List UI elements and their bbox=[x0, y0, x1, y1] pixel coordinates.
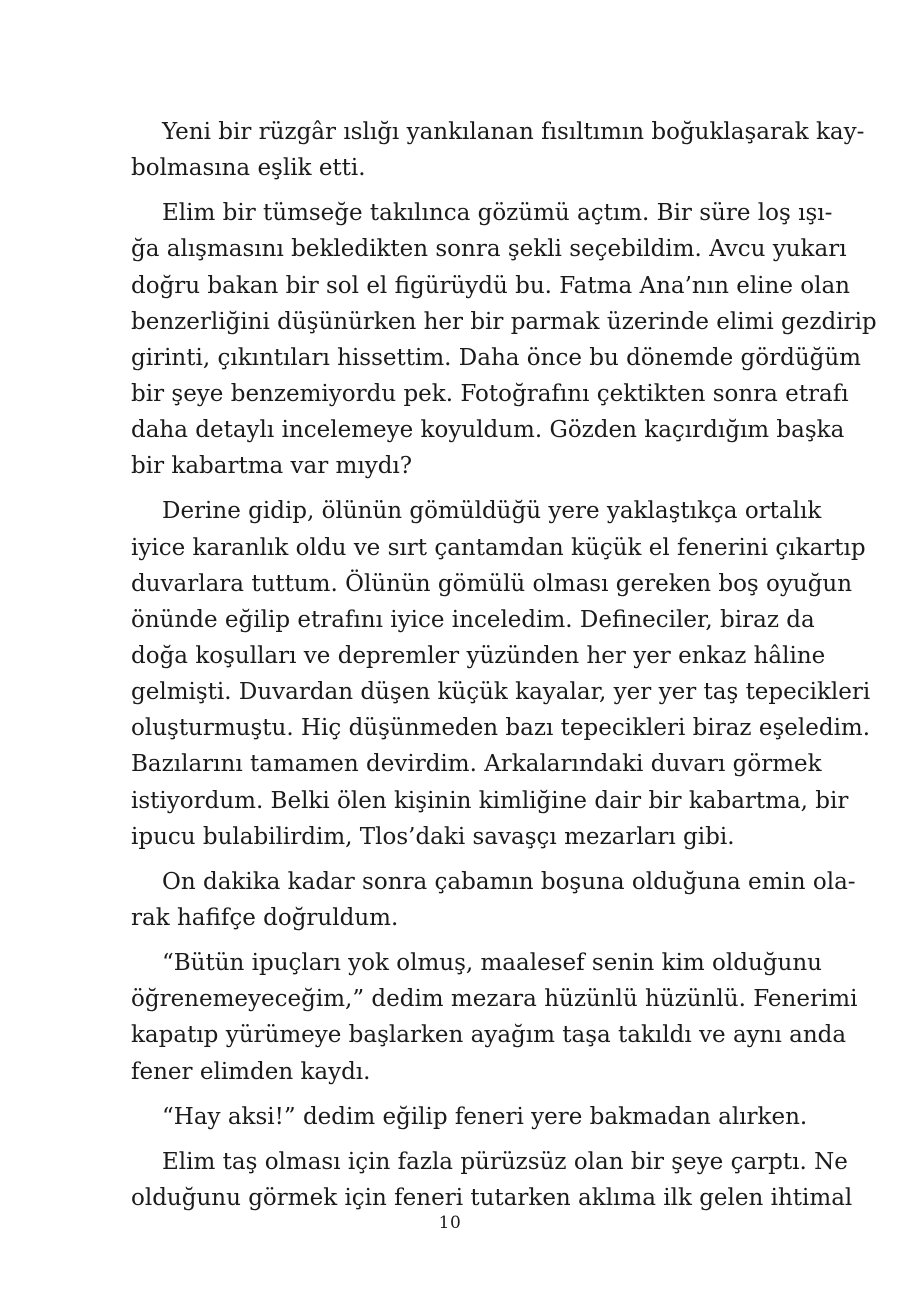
text-line: bir kabartma var mıydı? bbox=[131, 453, 413, 480]
text-line: öğrenemeyeceğim,” dedim mezara hüzünlü hüzünlü. Fenerimi bbox=[131, 986, 858, 1013]
text-line: olduğunu görmek için feneri tutarken aklıma ilk gelen ihtimal bbox=[131, 1184, 853, 1211]
paragraph-gap bbox=[131, 1090, 767, 1099]
paragraph-gap bbox=[131, 484, 767, 493]
text-line: iyice karanlık oldu ve sırt çantamdan küçük el fenerini çıkartıp bbox=[131, 534, 866, 561]
text-line: bir şeye benzemiyordu pek. Fotoğrafını çektikten sonra etrafı bbox=[131, 380, 849, 407]
paragraph bbox=[131, 945, 858, 1090]
paragraph-gap bbox=[131, 936, 767, 945]
text-line: istiyordum. Belki ölen kişinin kimliğine dair bir kabartma, bir bbox=[131, 787, 849, 814]
text-line: gelmişti. Duvardan düşen küçük kayalar, yer yer taş tepecikleri bbox=[131, 679, 871, 706]
text-line: fener elimden kaydı. bbox=[131, 1058, 371, 1085]
paragraph bbox=[131, 1099, 808, 1135]
text-line: On dakika kadar sonra çabamın boşuna olduğuna emin ola- bbox=[162, 868, 856, 895]
text-line: rak hafifçe doğruldum. bbox=[131, 904, 399, 931]
text-line: duvarlara tuttum. Ölünün gömülü olması gereken boş oyuğun bbox=[131, 570, 853, 597]
paragraph bbox=[131, 114, 865, 186]
text-line: doğa koşulları ve depremler yüzünden her yer enkaz hâline bbox=[131, 642, 826, 669]
text-line: “Hay aksi!” dedim eğilip feneri yere bakmadan alırken. bbox=[162, 1103, 808, 1130]
body-text bbox=[131, 114, 877, 1216]
paragraph bbox=[131, 1144, 853, 1216]
text-line: Bazılarını tamamen devirdim. Arkalarındaki duvarı görmek bbox=[131, 751, 822, 778]
text-line: bolmasına eşlik etti. bbox=[131, 155, 366, 182]
text-line: girinti, çıkıntıları hissettim. Daha önce bu dönemde gördüğüm bbox=[131, 344, 861, 371]
text-line: önünde eğilip etrafını iyice inceledim. Defineciler, biraz da bbox=[131, 606, 815, 633]
paragraph bbox=[131, 864, 856, 936]
text-line: oluşturmuştu. Hiç düşünmeden bazı tepecikleri biraz eşeledim. bbox=[131, 715, 871, 742]
paragraph bbox=[131, 493, 871, 854]
text-line: Elim bir tümseğe takılınca gözümü açtım. Bir süre loş ışı- bbox=[162, 200, 833, 227]
text-line: Derine gidip, ölünün gömüldüğü yere yaklaştıkça ortalık bbox=[162, 498, 822, 525]
text-line: doğru bakan bir sol el figürüydü bu. Fatma Ana’nın eline olan bbox=[131, 272, 850, 299]
paragraph-gap bbox=[131, 855, 767, 864]
text-line: daha detaylı incelemeye koyuldum. Gözden kaçırdığım başka bbox=[131, 417, 845, 444]
paragraph bbox=[131, 195, 877, 484]
paragraph-gap bbox=[131, 186, 767, 195]
text-line: “Bütün ipuçları yok olmuş, maalesef senin kim olduğunu bbox=[162, 950, 822, 977]
page-number: 10 bbox=[438, 1213, 462, 1233]
paragraph-gap bbox=[131, 1135, 767, 1144]
text-line: Yeni bir rüzgâr ıslığı yankılanan fısıltımın boğuklaşarak kay- bbox=[162, 119, 865, 145]
text-line: ğa alışmasını bekledikten sonra şekli seçebildim. Avcu yukarı bbox=[131, 236, 847, 263]
text-line: benzerliğini düşünürken her bir parmak üzerinde elimi gezdirip bbox=[131, 308, 877, 335]
text-line: Elim taş olması için fazla pürüzsüz olan bir şeye çarptı. Ne bbox=[162, 1148, 848, 1175]
text-line: kapatıp yürümeye başlarken ayağım taşa takıldı ve aynı anda bbox=[131, 1022, 847, 1049]
text-line: ipucu bulabilirdim, Tlos’daki savaşçı mezarları gibi. bbox=[131, 823, 735, 850]
